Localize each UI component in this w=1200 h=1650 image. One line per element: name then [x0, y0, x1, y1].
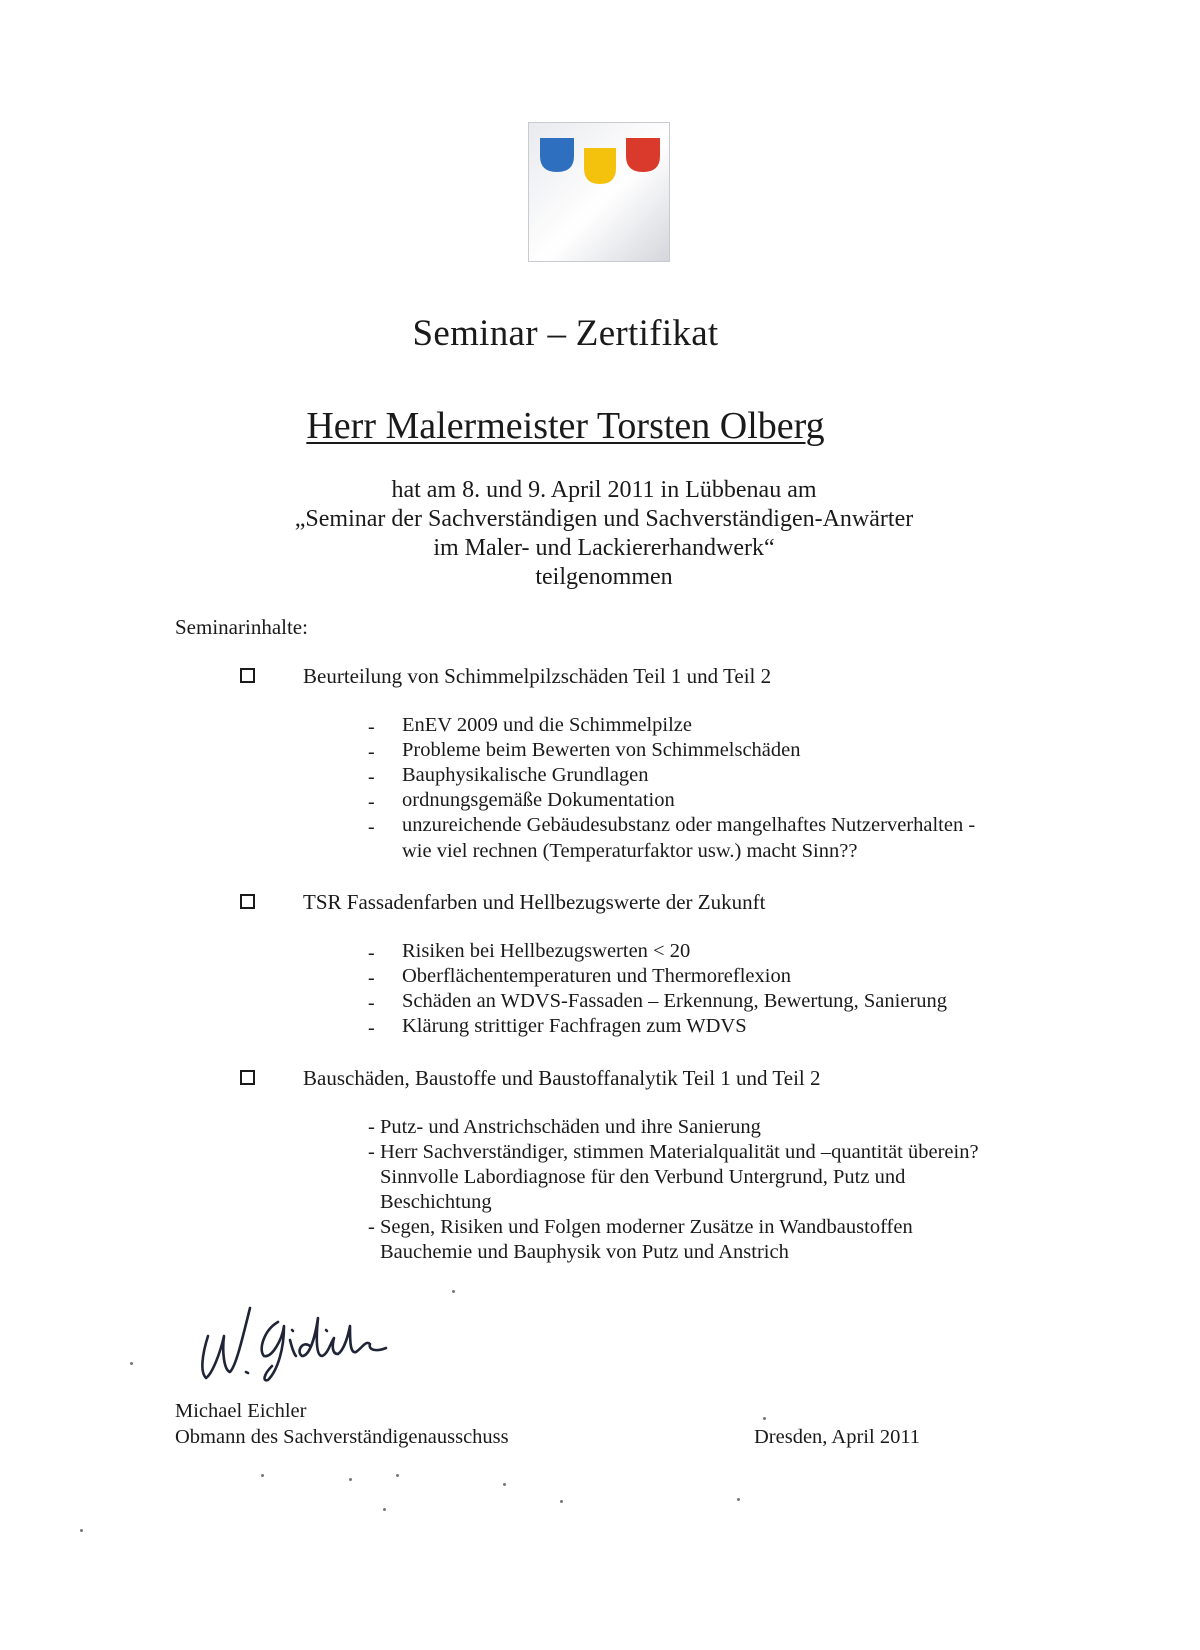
scan-speck — [452, 1290, 455, 1293]
dash-bullet: - — [368, 967, 375, 989]
yellow-shield-icon — [584, 148, 616, 184]
red-shield-icon — [626, 138, 660, 172]
scan-speck — [130, 1362, 133, 1365]
scan-speck — [560, 1500, 563, 1503]
topic-item: Beschichtung — [380, 1191, 492, 1213]
checkbox-icon — [240, 894, 255, 909]
place-date: Dresden, April 2011 — [754, 1426, 921, 1448]
topic-title: TSR Fassadenfarben und Hellbezugswerte der Zukunft — [303, 890, 766, 914]
topic-item: Probleme beim Bewerten von Schimmelschäden — [402, 739, 801, 761]
topic-item: Sinnvolle Labordiagnose für den Verbund Untergrund, Putz und — [380, 1166, 906, 1188]
topic-title: Bauschäden, Baustoffe und Baustoffanalytik Teil 1 und Teil 2 — [303, 1066, 821, 1090]
three-shields-logo — [528, 122, 670, 262]
topic-item: Schäden an WDVS-Fassaden – Erkennung, Bewertung, Sanierung — [402, 990, 948, 1012]
dash-bullet: - — [368, 741, 375, 763]
topic-item: Bauphysikalische Grundlagen — [402, 764, 649, 786]
scan-speck — [349, 1478, 352, 1481]
topic-item: EnEV 2009 und die Schimmelpilze — [402, 714, 692, 736]
certificate-title: Seminar – Zertifikat — [412, 313, 719, 354]
dash-bullet: - — [368, 816, 375, 838]
signer-role: Obmann des Sachverständigenausschuss — [175, 1426, 509, 1448]
topic-item: unzureichende Gebäudesubstanz oder mangelhaftes Nutzerverhalten - — [402, 814, 976, 836]
intro-line: hat am 8. und 9. April 2011 in Lübbenau am — [391, 477, 817, 503]
blue-shield-icon — [540, 138, 574, 172]
dash-bullet: - — [368, 716, 375, 738]
intro-line: im Maler- und Lackiererhandwerk“ — [433, 535, 775, 561]
topic-item: wie viel rechnen (Temperaturfaktor usw.) macht Sinn?? — [402, 840, 858, 862]
checkbox-icon — [240, 668, 255, 683]
intro-line: „Seminar der Sachverständigen und Sachverständigen-Anwärter — [294, 506, 914, 532]
dash-bullet: - — [368, 766, 375, 788]
topic-item: Risiken bei Hellbezugswerten < 20 — [402, 940, 691, 962]
dash-bullet: - — [368, 1017, 375, 1039]
topic-item: ordnungsgemäße Dokumentation — [402, 789, 675, 811]
topic-item: Klärung strittiger Fachfragen zum WDVS — [402, 1015, 747, 1037]
dash-bullet: - — [368, 791, 375, 813]
recipient-name: Herr Malermeister Torsten Olberg — [306, 405, 825, 447]
topic-title: Beurteilung von Schimmelpilzschäden Teil 1 und Teil 2 — [303, 664, 772, 688]
scan-speck — [763, 1417, 766, 1420]
topic-item: - Herr Sachverständiger, stimmen Materialqualität und –quantität überein? — [368, 1141, 979, 1163]
topic-item: - Segen, Risiken und Folgen moderner Zusätze in Wandbaustoffen — [368, 1216, 913, 1238]
signer-name: Michael Eichler — [175, 1400, 307, 1422]
scan-speck — [261, 1474, 264, 1477]
topic-item: Oberflächentemperaturen und Thermoreflexion — [402, 965, 791, 987]
intro-line: teilgenommen — [535, 564, 673, 590]
scan-speck — [80, 1529, 83, 1532]
section-label: Seminarinhalte: — [175, 615, 308, 639]
dash-bullet: - — [368, 992, 375, 1014]
topic-item: - Putz- und Anstrichschäden und ihre Sanierung — [368, 1116, 761, 1138]
handwritten-signature — [198, 1300, 398, 1382]
scan-speck — [503, 1483, 506, 1486]
topic-item: Bauchemie und Bauphysik von Putz und Anstrich — [380, 1241, 789, 1263]
scan-speck — [396, 1474, 399, 1477]
intro-text — [0, 476, 1200, 592]
scan-speck — [383, 1508, 386, 1511]
checkbox-icon — [240, 1070, 255, 1085]
scan-speck — [737, 1498, 740, 1501]
dash-bullet: - — [368, 942, 375, 964]
